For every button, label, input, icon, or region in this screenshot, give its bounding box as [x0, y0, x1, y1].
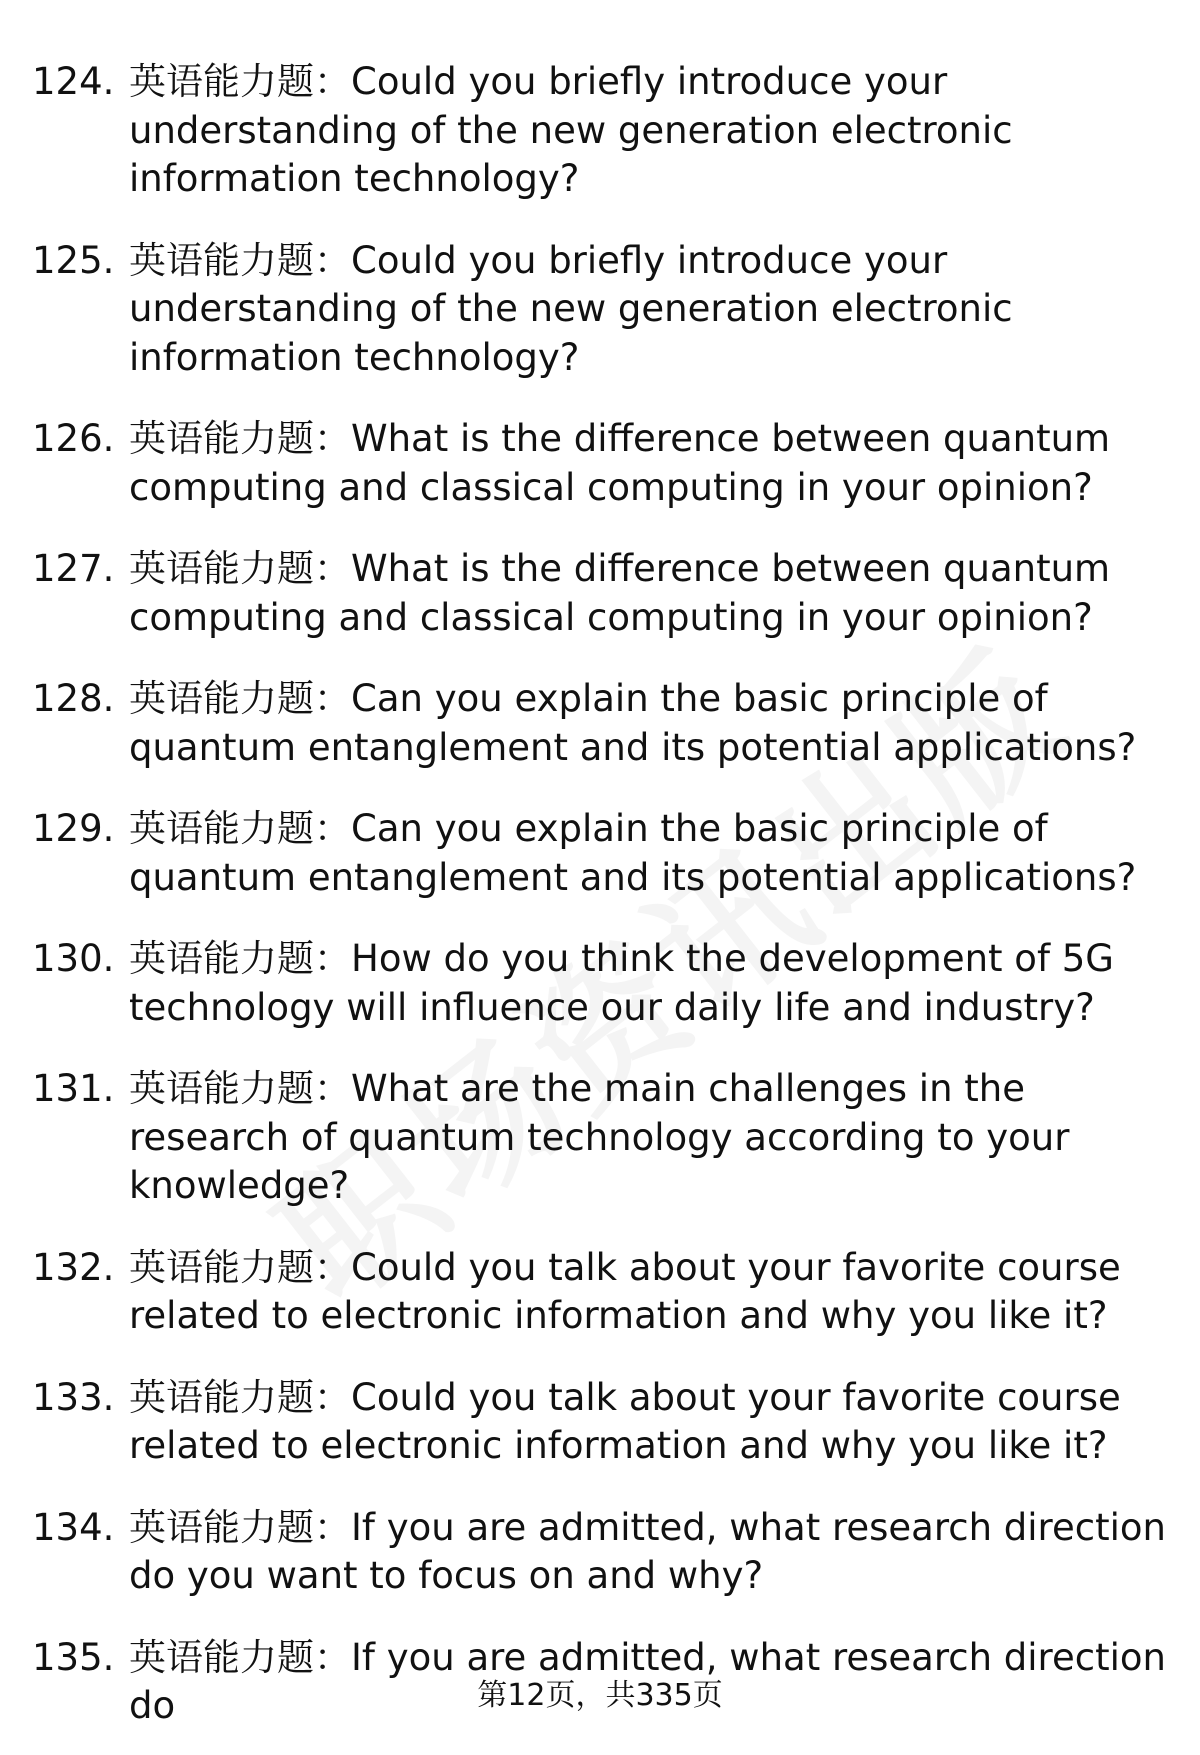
question-text: 英语能力题：Can you explain the basic principle of quantum entanglement and its potential applications? [129, 807, 1137, 899]
question-text: 英语能力题：Could you briefly introduce your understanding of the new generation electronic information technology? [129, 238, 1013, 379]
question-item [32, 675, 1172, 772]
question-item [32, 1504, 1172, 1601]
question-number: 124. [32, 60, 115, 103]
question-number: 134. [32, 1505, 115, 1549]
question-number: 126. [32, 417, 115, 460]
question-number: 127. [32, 547, 115, 590]
question-number: 131. [32, 1067, 115, 1110]
question-number: 133. [32, 1375, 115, 1419]
question-number: 129. [32, 807, 115, 850]
question-item [32, 935, 1172, 1032]
question-text: 英语能力题：What is the difference between quantum computing and classical computing in your opinion? [129, 547, 1111, 639]
question-item [32, 1244, 1172, 1341]
question-text: 英语能力题：Could you briefly introduce your understanding of the new generation electronic information technology? [129, 60, 1013, 200]
question-text: 英语能力题：If you are admitted, what research direction do [129, 1635, 1166, 1727]
page-footer: 第12页，共335页 [477, 1678, 723, 1713]
question-item [32, 1374, 1172, 1471]
question-number: 128. [32, 677, 115, 720]
question-text: 英语能力题：What is the difference between quantum computing and classical computing in your opinion? [129, 417, 1111, 509]
question-text: 英语能力题：Could you talk about your favorite course related to electronic information and why you like it? [129, 1245, 1121, 1337]
question-number: 135. [32, 1635, 115, 1679]
question-item [32, 1065, 1172, 1211]
question-text: 英语能力题：If you are admitted, what research direction do you want to focus on and why? [129, 1505, 1166, 1597]
question-number: 132. [32, 1245, 115, 1289]
question-item [32, 415, 1172, 512]
question-text: 英语能力题：How do you think the development of 5G technology will influence our daily life and industry? [129, 937, 1114, 1029]
question-number: 125. [32, 238, 115, 282]
question-text: 英语能力题：Can you explain the basic principle of quantum entanglement and its potential applications? [129, 677, 1137, 769]
question-text: 英语能力题：What are the main challenges in the research of quantum technology according to your knowledge? [129, 1067, 1070, 1207]
question-item [32, 545, 1172, 642]
question-item [32, 805, 1172, 902]
question-text: 英语能力题：Could you talk about your favorite course related to electronic information and why you like it? [129, 1375, 1121, 1467]
question-number: 130. [32, 937, 115, 980]
question-item [32, 237, 1172, 383]
question-item [32, 58, 1172, 204]
